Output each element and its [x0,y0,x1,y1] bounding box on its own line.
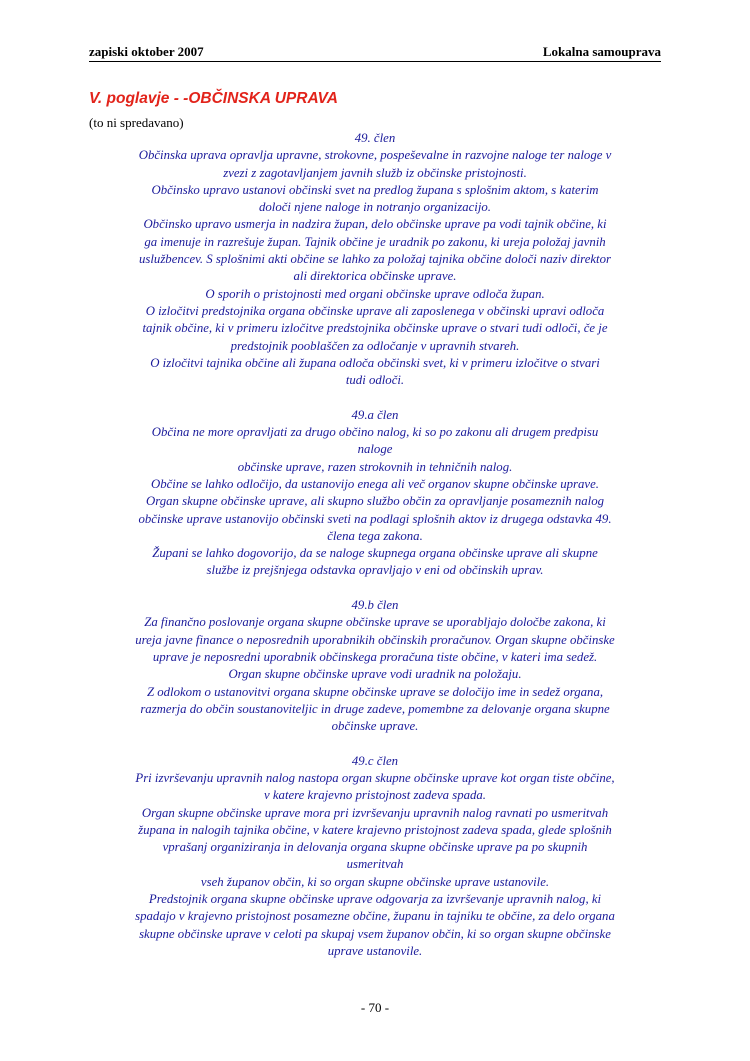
note-text: (to ni spredavano) [89,115,184,130]
article-heading: 49.a člen [351,407,399,422]
body-line: zvezi z zagotavljanjem javnih služb iz občinske pristojnosti. [223,165,527,180]
body-line: člena tega zakona. [327,528,423,543]
article-heading: 49.c člen [351,753,399,768]
body-line: ga imenuje in razrešuje župan. Tajnik občine je uradnik po zakonu, ki ureja položaj javnih [144,234,606,249]
body-line: spadajo v krajevno pristojnost posamezne občine, županu in tajniku te občine, za delo organa [135,909,615,924]
header-right-text: Lokalna samouprava [542,44,661,59]
body-line: občinske uprave ustanovijo občinski sveti na podlagi splošnih aktov iz drugega odstavka 49. [138,511,612,526]
body-line: občinske uprave, razen strokovnih in tehničnih nalog. [237,459,513,474]
body-line: Občinsko upravo usmerja in nadzira župan, delo občinske uprave pa vodi tajnik občine, ki [143,217,607,232]
body-line: ureja javne finance o neposrednih uporabnikih občinskih proračunov. Organ skupne občinske [135,632,615,647]
chapter-title: V. poglavje - -OBČINSKA UPRAVA [89,90,338,107]
body-line: ali direktorica občinske uprave. [293,269,457,284]
body-line: službe iz prejšnjega odstavka opravljajo v eni od občinskih uprav. [206,563,544,578]
body-line: vprašanj organiziranja in delovanja organa skupne občinske uprave pa po skupnih [162,840,588,855]
body-line: občinske uprave. [331,719,419,734]
article-heading: 49.b člen [351,598,399,613]
body-line: tajnik občine, ki v primeru izločitve predstojnika občinske uprave o stvari tudi odloči, če je [142,321,608,336]
body-line: usmeritvah [346,857,404,872]
article-body [89,130,661,960]
header-left-text: zapiski oktober 2007 [89,44,204,59]
body-line: uprave je neposredni uporabnik občinskega proračuna tiste občine, v kateri ima sedež. [152,649,598,664]
paragraph-gap [89,735,661,752]
body-line: Z odlokom o ustanovitvi organa skupne občinske uprave se določijo ime in sedež organa, [146,684,604,699]
body-line: skupne občinske uprave v celoti pa skupaj vsem županov občin, ki so organ skupne občinske [139,926,611,941]
running-header [89,44,661,62]
body-line: predstojnik pooblaščen za odločanje v upravnih stvareh. [230,338,520,353]
body-line: razmerja do občin soustanoviteljic in druge zadeve, pomembne za delovanje organa skupne [140,701,610,716]
paragraph-gap [89,389,661,406]
body-line: Za finančno poslovanje organa skupne občinske uprave se uporabljajo določbe zakona, ki [144,615,606,630]
body-line: uprave ustanovile. [327,943,423,958]
body-line: Predstojnik organa skupne občinske uprave odgovarja za izvrševanje upravnih nalog, ki [148,892,602,907]
body-line: Organ skupne občinske uprave vodi uradnik na položaju. [228,667,522,682]
body-line: župana in nalogih tajnika občine, v katere krajevno pristojnost zadeva spada, glede splošnih [138,822,612,837]
body-line: Občinska uprava opravlja upravne, strokovne, pospeševalne in razvojne naloge ter naloge v [138,148,612,163]
body-line: tudi odloči. [345,373,405,388]
page-number: - 70 - [360,1000,390,1015]
body-line: Organ skupne občinske uprave mora pri izvrševanju upravnih nalog ravnati po usmeritvah [141,805,609,820]
body-line: Občina ne more opravljati za drugo občino nalog, ki so po zakonu ali drugem predpisu [151,425,599,440]
body-line: določi njene naloge in notranjo organizacijo. [259,200,491,215]
body-line: Občinsko upravo ustanovi občinski svet na predlog župana s splošnim aktom, s katerim [151,182,599,197]
article-heading: 49. člen [354,131,396,145]
body-line: O izločitvi tajnika občine ali župana odloča občinski svet, ki v primeru izločitve o stvari [150,355,600,370]
body-line: O izločitvi predstojnika organa občinske uprave ali zaposlenega v občinski upravi odloča [145,303,605,318]
body-line: O sporih o pristojnosti med organi občinske uprave odloča župan. [205,286,545,301]
body-line: uslužbencev. S splošnimi akti občine se lahko za položaj tajnika občine določi naziv direktor [139,252,611,267]
body-line: Župani se lahko dogovorijo, da se naloge skupnega organa občinske uprave ali skupne [152,546,598,561]
body-line: v katere krajevno pristojnost zadeva spada. [263,788,486,803]
body-line: naloge [357,442,393,457]
paragraph-gap [89,580,661,597]
body-line: Organ skupne občinske uprave, ali skupno službo občin za opravljanje posameznih nalog [145,494,605,509]
body-line: Občine se lahko odločijo, da ustanovijo enega ali več organov skupne občinske uprave. [150,476,599,491]
body-line: vseh županov občin, ki so organ skupne občinske uprave ustanovile. [200,874,550,889]
body-line: Pri izvrševanju upravnih nalog nastopa organ skupne občinske uprave kot organ tiste občine, [135,770,615,785]
